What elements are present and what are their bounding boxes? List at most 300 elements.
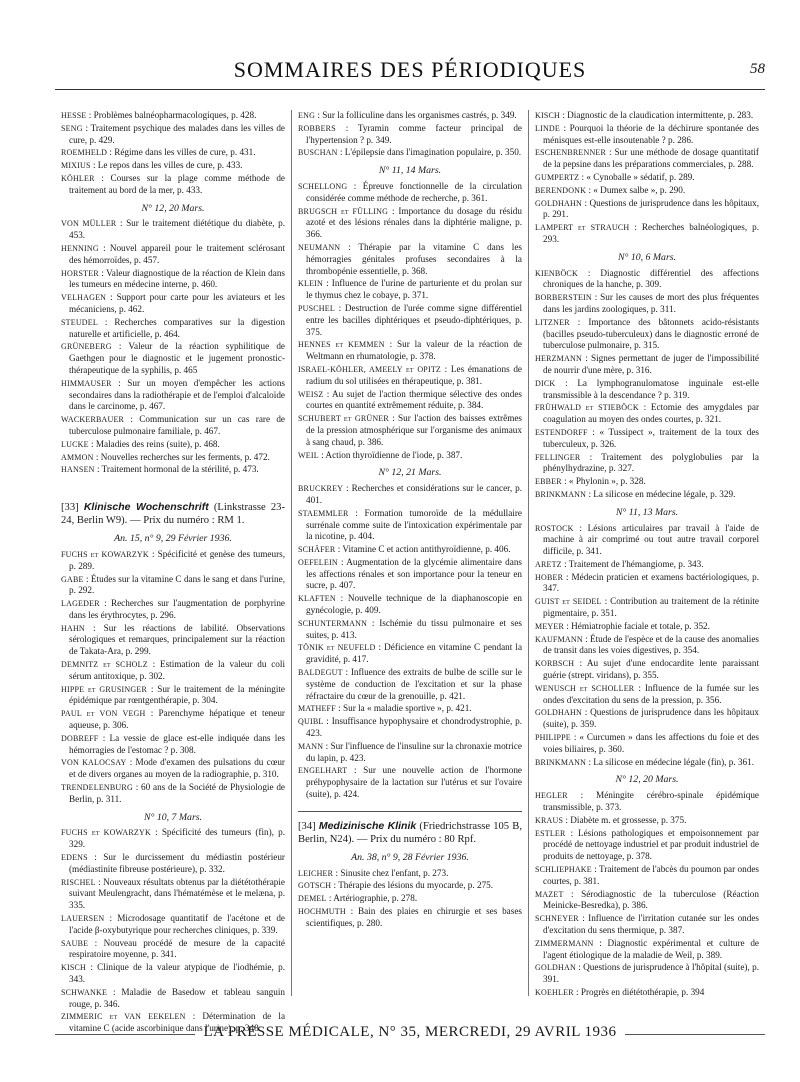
article-title: : Courses sur la plage comme méthode de traitement au bord de la mer, p. 433. bbox=[69, 172, 286, 195]
article-title: : Nouvelles recherches sur les ferments, p. 472. bbox=[95, 451, 270, 462]
article-entry bbox=[61, 684, 285, 708]
issue-heading: N° 10, 6 Mars. bbox=[617, 251, 677, 263]
article-author: ARETZ bbox=[535, 559, 562, 569]
article-title: : « Tussipect », traitement de la toux des tuberculeux, p. 326. bbox=[543, 426, 760, 449]
article-author: WEIL bbox=[298, 450, 319, 460]
article-entry bbox=[61, 987, 285, 1011]
article-author: WACKERBAUER bbox=[61, 415, 125, 425]
article-author: DICK bbox=[535, 378, 556, 388]
article-author: ROBBERS bbox=[298, 123, 336, 133]
article-title: : Questions de jurisprudence dans les hôpitaux (suite), p. 359. bbox=[543, 707, 759, 730]
article-entry bbox=[298, 242, 522, 277]
article-entry bbox=[298, 544, 522, 556]
article-author: PUSCHEL bbox=[298, 303, 335, 313]
article-entry bbox=[61, 574, 285, 598]
article-author: LAGEDER bbox=[61, 599, 100, 609]
article-entry bbox=[535, 489, 759, 501]
article-entry bbox=[535, 913, 759, 937]
article-entry bbox=[535, 938, 759, 962]
article-title: : Recherches et considérations sur le cancer, p. 401. bbox=[306, 483, 522, 505]
article-title: : Influence de la fumée sur les ondes d'excitation du sens de la pression, p. 356. bbox=[543, 682, 759, 705]
article-author: ESTLER bbox=[535, 828, 566, 838]
article-title: : La vessie de glace est-elle indiquée dans les hémorragies de l'estomac ? p. 308. bbox=[69, 732, 285, 755]
article-title: : Signes permettant de juger de l'impossibilité de nourrir d'une mère, p. 316. bbox=[543, 353, 759, 375]
article-title: : Progrès en diététothérapie, p. 394 bbox=[576, 986, 705, 997]
article-entry bbox=[61, 598, 285, 622]
article-author: HOBER bbox=[535, 572, 564, 582]
article-entry bbox=[298, 765, 522, 800]
article-title: : Diabète m. et grossesse, p. 375. bbox=[565, 814, 687, 825]
article-author: LUCKE bbox=[61, 439, 89, 449]
article-author: HERZMANN bbox=[535, 354, 582, 364]
article-title: : Influence de l'irritation cutanée sur les ondes d'excitation du sens thermique, p. 387. bbox=[543, 913, 760, 935]
article-title: : Au sujet d'une endocardite lente paraissant guérie (strept. viridans), p. 355. bbox=[543, 658, 760, 681]
article-author: MEYER bbox=[535, 621, 564, 631]
article-entry bbox=[535, 987, 759, 999]
article-author: HENNING bbox=[61, 243, 99, 253]
column-3 bbox=[528, 110, 765, 996]
article-entry bbox=[61, 877, 285, 912]
article-entry bbox=[535, 572, 759, 596]
article-author: ROEMHELD bbox=[61, 148, 108, 158]
article-entry bbox=[535, 962, 759, 986]
article-author: SCHWANKE bbox=[61, 987, 108, 997]
article-author: HEGLER bbox=[535, 791, 568, 801]
article-author: FRÜHWALD et STIEBÖCK bbox=[535, 403, 639, 413]
article-entry bbox=[61, 243, 285, 267]
article-author: PAUL et VON VEGH bbox=[61, 709, 146, 719]
article-author: ENG bbox=[298, 111, 316, 120]
journal-heading bbox=[61, 501, 285, 527]
article-title: : Les émanations de radium du sol utilisées en thérapeutique, p. 381. bbox=[306, 363, 522, 386]
article-title: : Recherches sur l'augmentation de porphyrine dans les érythrocytes, p. 296. bbox=[69, 598, 285, 620]
article-entry bbox=[61, 378, 285, 413]
journal-details: (Linkstrasse 23-24, Berlin W9). — Prix du numéro : RM 1. bbox=[61, 502, 285, 527]
journal-details: (Friedrichstrasse 105 B, Berlin, N24). — Prix du numéro : 80 Rpf. bbox=[298, 820, 522, 845]
article-title: : Traitement psychique des malades dans les villes de cure, p. 429. bbox=[69, 122, 286, 145]
article-title: : Communication sur un cas rare de tuberculose pulmonaire familiale, p. 467. bbox=[69, 414, 285, 436]
article-title: : Nouveau procédé de mesure de la capacité respiratoire moyenne, p. 341. bbox=[69, 937, 285, 960]
article-author: ISRAEL-KÖHLER, AMEELY et OPITZ bbox=[298, 364, 441, 374]
article-entry bbox=[535, 828, 759, 863]
article-title: : Importance des bâtonnets acido-résistants (bacilles pseudo-tuberculeux) dans le diagnostic erroné de tuberculose pulmonaire, p. 315. bbox=[543, 316, 760, 351]
article-author: FUCHS et KOWARZYK bbox=[61, 549, 149, 559]
article-entry bbox=[298, 389, 522, 413]
article-title: : Nouvel appareil pour le traitement sclérosant des hémorroïdes, p. 457. bbox=[69, 242, 285, 265]
journal-name: Klinische Wochenschrift bbox=[83, 501, 209, 514]
article-entry bbox=[298, 206, 522, 241]
article-entry bbox=[535, 815, 759, 827]
article-author: BRINKMANN bbox=[535, 489, 587, 499]
article-entry bbox=[298, 703, 522, 715]
article-title: : Épreuve fonctionnelle de la circulation considérée comme méthode de recherche, p. 361. bbox=[306, 180, 522, 203]
article-entry bbox=[535, 658, 759, 682]
article-author: KAUFMANN bbox=[535, 634, 583, 644]
article-title: : Sur les réactions de labilité. Observations sérologiques et remarques, principalement sur la réaction de Takata-Ara, p. 299. bbox=[69, 622, 285, 657]
article-author: FELLINGER bbox=[535, 452, 581, 462]
article-title: : Étude de l'espèce et de la cause des anomalies de transit dans les voies digestives, p. 354. bbox=[543, 633, 759, 656]
article-author: STEUDEL bbox=[61, 317, 98, 327]
article-title: : Clinique de la valeur atypique de l'iodhémie, p. 343. bbox=[69, 962, 285, 984]
article-entry bbox=[535, 402, 759, 426]
article-entry bbox=[535, 292, 759, 316]
article-title: : Valeur de la réaction syphilitique de Gaethgen pour le diagnostic et le jugement pronostic-thérapeutique de la syphilis, p. 465 bbox=[69, 341, 285, 375]
article-entry bbox=[535, 427, 759, 451]
article-author: BRINKMANN bbox=[535, 757, 587, 767]
article-entry bbox=[298, 483, 522, 507]
article-title: : Traitement de l'abcès du poumon par ondes courtes, p. 381. bbox=[543, 864, 759, 886]
article-author: DEMEL bbox=[298, 894, 327, 904]
article-title: : Sur une nouvelle action de l'hormone préhypophysaire de la lactation sur l'utérus et sur l'ovaire (suite), p. 424. bbox=[306, 765, 522, 800]
article-author: DEMNITZ et SCHOLZ bbox=[61, 660, 148, 670]
article-title: : Déficience en vitamine C pendant la gravidité, p. 417. bbox=[306, 642, 523, 665]
article-entry bbox=[535, 559, 759, 571]
article-author: TÖNIK et NEUFELD bbox=[298, 643, 376, 653]
article-title: : 60 ans de la Société de Physiologie de Berlin, p. 311. bbox=[69, 782, 285, 804]
article-author: HIPPE et GRUSINGER bbox=[61, 684, 147, 694]
article-entry bbox=[61, 782, 285, 806]
article-author: BERENDONK bbox=[535, 185, 587, 195]
page-footer bbox=[55, 1022, 765, 1046]
article-entry bbox=[61, 452, 285, 464]
article-author: SCHELLONG bbox=[298, 181, 348, 191]
article-title: : Sur la folliculine dans les organismes castrés, p. 349. bbox=[317, 110, 517, 120]
article-title: : La silicose en médecine légale (fin), p. 361. bbox=[588, 756, 755, 767]
article-title: : La lymphogranulomatose inguinale est-elle transmissible à la descendance ? p. 319. bbox=[543, 377, 759, 400]
article-title: : Traitement de l'hémangiome, p. 343. bbox=[564, 558, 704, 569]
article-entry bbox=[61, 827, 285, 851]
article-entry bbox=[61, 733, 285, 757]
article-author: BALDEGUT bbox=[298, 668, 343, 678]
article-entry bbox=[61, 549, 285, 573]
article-title: : Tyramin comme facteur principal de l'hypertension ? p. 349. bbox=[306, 122, 523, 145]
article-entry bbox=[298, 618, 522, 642]
article-author: WENUSCH et SCHOLLER bbox=[535, 683, 635, 693]
issue-heading: N° 12, 20 Mars. bbox=[615, 774, 679, 786]
article-author: HESSE bbox=[61, 111, 87, 120]
article-entry bbox=[61, 962, 285, 986]
article-entry bbox=[61, 852, 285, 876]
article-entry bbox=[298, 893, 522, 905]
article-title: : Mode d'examen des pulsations du cœur et de divers organes au moyen de la radiographie, p. 310. bbox=[69, 757, 285, 780]
article-title: : « Cynoballe » sédatif, p. 289. bbox=[581, 171, 695, 182]
article-entry bbox=[535, 353, 759, 377]
article-author: GOLDHAHN bbox=[535, 708, 582, 718]
article-entry bbox=[535, 172, 759, 184]
article-author: GRÜNEBERG bbox=[61, 342, 112, 352]
article-title: : Nouveaux résultats obtenus par la diététothérapie suivant Meulengracht, dans l'hématémèse et le melæna, p. 335. bbox=[69, 876, 285, 911]
article-title: : Maladie de Basedow et tableau sanguin rouge, p. 346. bbox=[69, 986, 285, 1009]
article-author: GUIST et SEIDEL bbox=[535, 597, 602, 607]
article-entry bbox=[298, 413, 522, 448]
article-author: MIXIUS bbox=[61, 161, 91, 171]
article-author: ROSTOCK bbox=[535, 523, 574, 533]
article-author: KLAFTEN bbox=[298, 594, 336, 604]
article-entry bbox=[298, 741, 522, 765]
article-title: : Sur les causes de mort des plus fréquentes dans les jardins zoologiques, p. 311. bbox=[543, 292, 760, 314]
article-entry bbox=[298, 593, 522, 617]
article-author: KORBSCH bbox=[535, 659, 575, 669]
page-header bbox=[55, 55, 765, 95]
article-entry bbox=[61, 938, 285, 962]
issue-heading: An. 38, n° 9, 28 Février 1936. bbox=[351, 851, 469, 863]
section-gap bbox=[61, 477, 285, 497]
article-author: HENNES et KEMMEN bbox=[298, 340, 385, 350]
column-1 bbox=[55, 110, 291, 1034]
article-title: : L'épilepsie dans l'imagination populaire, p. 350. bbox=[339, 147, 522, 158]
article-entry bbox=[535, 864, 759, 888]
article-author: HAHN bbox=[61, 623, 85, 633]
article-title: : « Curcumen » dans les affections du foie et des voies biliaires, p. 360. bbox=[543, 732, 760, 754]
article-entry bbox=[535, 889, 759, 913]
article-title: : Régime dans les villes de cure, p. 431. bbox=[109, 147, 256, 158]
article-title: : Augmentation de la glycémie alimentaire dans les affections rénales et son importance pour la teneur en sucre, p. 407. bbox=[306, 556, 522, 591]
article-entry bbox=[535, 268, 759, 292]
article-author: MANN bbox=[298, 741, 324, 751]
article-author: HIMMAUSER bbox=[61, 378, 112, 388]
article-title: : Traitement hormonal de la stérilité, p. 473. bbox=[96, 464, 259, 475]
article-title: : Thérapie des lésions du myocarde, p. 275. bbox=[333, 880, 494, 891]
article-entry bbox=[298, 508, 522, 543]
article-author: ZIMMERMANN bbox=[535, 938, 594, 948]
article-entry bbox=[298, 667, 522, 702]
article-title: : Sur une méthode de dosage quantitatif de la pepsine dans les préparations commerciales, p. 288. bbox=[543, 147, 759, 170]
article-author: KISCH bbox=[535, 111, 561, 120]
article-title: : Parenchyme hépatique et teneur aqueuse, p. 306. bbox=[69, 708, 285, 731]
article-title: : Insuffisance hypophysaire et chondrodystrophie, p. 423. bbox=[306, 716, 522, 739]
article-title: : Au sujet de l'action thermique sélective des ondes courtes en quantité extrêmement réduite, p. 384. bbox=[306, 388, 522, 411]
article-title: : Sur un moyen d'empêcher les actions secondaires dans la radiothérapie et de l'emploi d'alcaloïde dans le carcinome, p. 467. bbox=[69, 377, 285, 412]
article-entry bbox=[535, 185, 759, 197]
article-author: SCHLIEPHAKE bbox=[535, 865, 592, 875]
article-author: LEICHER bbox=[298, 868, 334, 878]
article-entry bbox=[535, 596, 759, 620]
article-title: : Sérodiagnostic de la tuberculose (Réaction Meinicke-Besredka), p. 386. bbox=[543, 888, 759, 911]
article-entry bbox=[61, 218, 285, 242]
article-entry bbox=[535, 523, 759, 558]
column-2 bbox=[291, 110, 528, 996]
article-title: : Bain des plaies en chirurgie et ses bases scientifiques, p. 280. bbox=[306, 906, 522, 928]
article-entry bbox=[298, 181, 522, 205]
article-author: LITZNER bbox=[535, 317, 570, 327]
article-entry bbox=[298, 450, 522, 462]
article-title: : « Phylonin », p. 328. bbox=[564, 476, 646, 487]
article-entry bbox=[61, 464, 285, 476]
article-entry bbox=[298, 557, 522, 592]
article-author: KIENBÖCK bbox=[535, 268, 578, 278]
article-title: : Diagnostic de la claudication intermittente, p. 283. bbox=[562, 110, 754, 120]
article-entry bbox=[535, 732, 759, 756]
article-title: : Estimation de la valeur du coli sérum antitoxique, p. 302. bbox=[69, 659, 285, 681]
article-entry bbox=[298, 147, 522, 159]
article-title: : Diagnostic différentiel des affections chroniques de la hanche, p. 309. bbox=[543, 267, 759, 290]
article-author: VON KALOCSAY bbox=[61, 758, 127, 768]
article-title: : Ischémie du tissu pulmonaire et ses suites, p. 413. bbox=[306, 617, 522, 640]
article-title: : Questions de jurisprudence dans les hôpitaux, p. 291. bbox=[543, 197, 759, 220]
issue-heading: N° 11, 13 Mars. bbox=[615, 506, 679, 518]
article-entry bbox=[298, 303, 522, 338]
header-rule bbox=[55, 89, 765, 90]
article-author: PHILIPPE bbox=[535, 733, 571, 743]
article-entry bbox=[61, 341, 285, 376]
article-title: : Sur le traitement de la méningite épidémique par rœntgenthérapie, p. 304. bbox=[69, 683, 285, 706]
article-entry bbox=[535, 378, 759, 402]
article-entry bbox=[298, 880, 522, 892]
article-title: : Influence des extraits de bulbe de scille sur le système de conduction de l'excitation et sur la phase réfractaire du cœur de la grenouille, p. 421. bbox=[306, 667, 523, 701]
article-title: : Support pour carte pour les aviateurs et les mécaniciens, p. 462. bbox=[69, 292, 286, 314]
article-entry bbox=[61, 708, 285, 732]
article-title: : Recherches balnéologiques, p. 293. bbox=[543, 222, 759, 244]
article-author: BRUGSCH et FÜLLING bbox=[298, 206, 389, 216]
article-author: ZIMMERIC et VAN EEKELEN bbox=[61, 1012, 186, 1022]
article-title: : Formation tumoroïde de la médullaire surrénale comme suite de l'intoxication expérimentale par la nicotine, p. 404. bbox=[306, 507, 522, 542]
article-entry bbox=[535, 317, 759, 352]
article-title: : Artériographie, p. 278. bbox=[328, 893, 418, 904]
article-title: : Diagnostic expérimental et culture de l'agent étiologique de la maladie de Weil, p. 389. bbox=[543, 937, 760, 960]
article-entry bbox=[61, 757, 285, 781]
article-author: GOLDHAHN bbox=[535, 198, 582, 208]
article-entry bbox=[535, 621, 759, 633]
article-author: DOBREFF bbox=[61, 733, 99, 743]
article-author: EDENS bbox=[61, 853, 88, 863]
page-title: SOMMAIRES DES PÉRIODIQUES bbox=[233, 57, 587, 82]
article-title: : Valeur diagnostique de la réaction de Klein dans les tumeurs en médecine interne, p. 460. bbox=[69, 267, 285, 290]
article-author: SCHUNTERMANN bbox=[298, 618, 368, 628]
article-author: QUIBL bbox=[298, 717, 324, 727]
article-author: GABE bbox=[61, 574, 84, 584]
article-title: : Recherches comparatives sur la digestion naturelle et artificielle, p. 464. bbox=[69, 316, 285, 339]
article-author: SCHNEYER bbox=[535, 914, 579, 924]
article-author: HANSEN bbox=[61, 465, 95, 475]
article-entry bbox=[298, 364, 522, 388]
article-entry bbox=[61, 268, 285, 292]
article-entry bbox=[61, 292, 285, 316]
article-entry bbox=[535, 683, 759, 707]
article-title: : Spécificité et genèse des tumeurs, p. 289. bbox=[69, 548, 286, 571]
article-title: : Microdosage quantitatif de l'acétone et de l'acide β-oxybutyrique pour recherches cliniques, p. 339. bbox=[69, 913, 285, 935]
article-entry bbox=[298, 110, 522, 122]
article-author: GUMPERTZ bbox=[535, 172, 580, 182]
article-entry bbox=[535, 198, 759, 222]
article-author: BRUCKREY bbox=[298, 484, 344, 494]
journal-number: [33] bbox=[61, 502, 84, 514]
article-title: : Nouvelle technique de la diaphanoscopie en gynécologie, p. 409. bbox=[306, 593, 522, 616]
article-entry bbox=[298, 642, 522, 666]
section-separator bbox=[298, 811, 522, 812]
article-author: SCHUBERT et GRÜNER bbox=[298, 414, 389, 424]
article-title: : Méningite cérébro-spinale épidémique transmissible, p. 373. bbox=[543, 790, 759, 813]
issue-heading: N° 12, 21 Mars. bbox=[378, 467, 442, 479]
article-author: VELHAGEN bbox=[61, 293, 107, 303]
article-author: SENG bbox=[61, 123, 83, 133]
article-title: : La silicose en médecine légale, p. 329. bbox=[588, 488, 736, 499]
footer-rule-right bbox=[625, 1034, 765, 1035]
article-entry bbox=[535, 757, 759, 769]
article-entry bbox=[61, 173, 285, 197]
article-entry bbox=[298, 906, 522, 930]
article-entry bbox=[535, 634, 759, 658]
article-title: : Études sur la vitamine C dans le sang et dans l'urine, p. 292. bbox=[69, 573, 286, 596]
issue-heading: N° 12, 20 Mars. bbox=[141, 202, 205, 214]
article-author: WEISZ bbox=[298, 389, 324, 399]
article-entry bbox=[298, 278, 522, 302]
article-title: : Le repos dans les villes de cure, p. 433. bbox=[92, 160, 243, 171]
article-author: STAEMMLER bbox=[298, 508, 349, 518]
article-title: : Sur la « maladie sportive », p. 421. bbox=[338, 703, 472, 714]
article-entry bbox=[61, 110, 285, 122]
article-title: : Vitamine C et action antithyroïdienne, p. 406. bbox=[337, 544, 511, 555]
issue-heading: N° 11, 14 Mars. bbox=[378, 165, 442, 177]
article-title: : Sur le durcissement du médiastin postérieur (médiastinite fibreuse postérieure), p. 332. bbox=[69, 852, 285, 874]
article-author: FUCHS et KOWARZYK bbox=[61, 828, 151, 838]
article-title: : « Dumex salbe », p. 290. bbox=[588, 184, 686, 195]
article-title: : Lésions pathologiques et empoisonnement par procédé de nettoyage industriel et par produit industriel de produits de nettoyage, p. 378. bbox=[543, 827, 760, 862]
article-entry bbox=[535, 222, 759, 246]
article-title: : Maladies des reins (suite), p. 468. bbox=[90, 438, 220, 449]
article-title: : Sur l'influence de l'insuline sur la chronaxie motrice du lapin, p. 423. bbox=[306, 740, 522, 763]
article-entry bbox=[61, 439, 285, 451]
page-number: 58 bbox=[750, 61, 765, 77]
article-author: MATHEFF bbox=[298, 704, 336, 714]
article-title: : Destruction de l'urée comme signe différentiel entre les bacilles diphtériques et pseudo-diphtériques, p. 375. bbox=[306, 302, 523, 337]
article-entry bbox=[61, 913, 285, 937]
article-entry bbox=[298, 123, 522, 147]
article-entry bbox=[535, 707, 759, 731]
journal-number: [34] bbox=[298, 820, 319, 832]
article-title: : Influence de l'urine de parturiente et du prolan sur le thymus chez le cobaye, p. 371. bbox=[306, 278, 523, 301]
article-title: : Sur la valeur de la réaction de Weltmann en rhumatologie, p. 378. bbox=[306, 339, 523, 362]
article-entry bbox=[61, 623, 285, 658]
article-author: SAUBE bbox=[61, 938, 89, 948]
journal-name: Medizinische Klinik bbox=[318, 819, 417, 832]
article-author: LAMPERT et STRAUCH bbox=[535, 223, 630, 233]
article-title: : Hémiatrophie faciale et totale, p. 352. bbox=[566, 620, 710, 631]
article-entry bbox=[61, 317, 285, 341]
article-title: : Problèmes balnéopharmacologiques, p. 428. bbox=[88, 110, 257, 120]
article-author: HORSTER bbox=[61, 268, 99, 278]
article-title: : Questions de jurisprudence à l'hôpital (suite), p. 391. bbox=[543, 962, 760, 985]
article-author: KOEHLER bbox=[535, 987, 574, 997]
article-author: RISCHEL bbox=[61, 877, 96, 887]
article-entry bbox=[298, 716, 522, 740]
article-author: EBBER bbox=[535, 477, 562, 487]
article-author: KRAUS bbox=[535, 815, 564, 825]
article-title: : Traitement des polyglobulies par la phénylhydrazine, p. 327. bbox=[543, 451, 760, 474]
article-author: HOCHMUTH bbox=[298, 907, 346, 917]
article-author: VON MÜLLER bbox=[61, 219, 117, 229]
article-title: : Action thyroïdienne de l'iode, p. 387. bbox=[321, 449, 463, 460]
article-author: MAZET bbox=[535, 889, 564, 899]
article-author: SCHÄFER bbox=[298, 545, 336, 555]
article-author: GOLDHAN bbox=[535, 963, 576, 973]
article-entry bbox=[535, 476, 759, 488]
article-entry bbox=[535, 452, 759, 476]
article-author: LAUERSEN bbox=[61, 914, 105, 924]
article-entry bbox=[61, 414, 285, 438]
article-entry bbox=[298, 339, 522, 363]
article-entry bbox=[61, 160, 285, 172]
article-title: : Sur l'action des baisses extrêmes de la pression atmosphérique sur l'organisme des animaux à sang chaud, p. 386. bbox=[306, 413, 522, 447]
article-title: : Pourquoi la théorie de la déchirure spontanée des ménisques est-elle insoutenable ? p. 286. bbox=[543, 122, 759, 145]
article-author: KLEIN bbox=[298, 279, 323, 289]
article-author: OEFELEIN bbox=[298, 557, 338, 567]
article-title: : Sinusite chez l'enfant, p. 273. bbox=[335, 867, 449, 878]
article-author: BORBERSTEIN bbox=[535, 293, 592, 303]
article-title: : Importance du dosage du résidu azoté et des lésions rénales dans la diphtérie maligne, p. 366. bbox=[306, 205, 522, 240]
article-author: TRENDELENBURG bbox=[61, 783, 133, 793]
article-author: ESCHENBRENNER bbox=[535, 148, 607, 158]
article-author: KISCH bbox=[61, 963, 87, 973]
